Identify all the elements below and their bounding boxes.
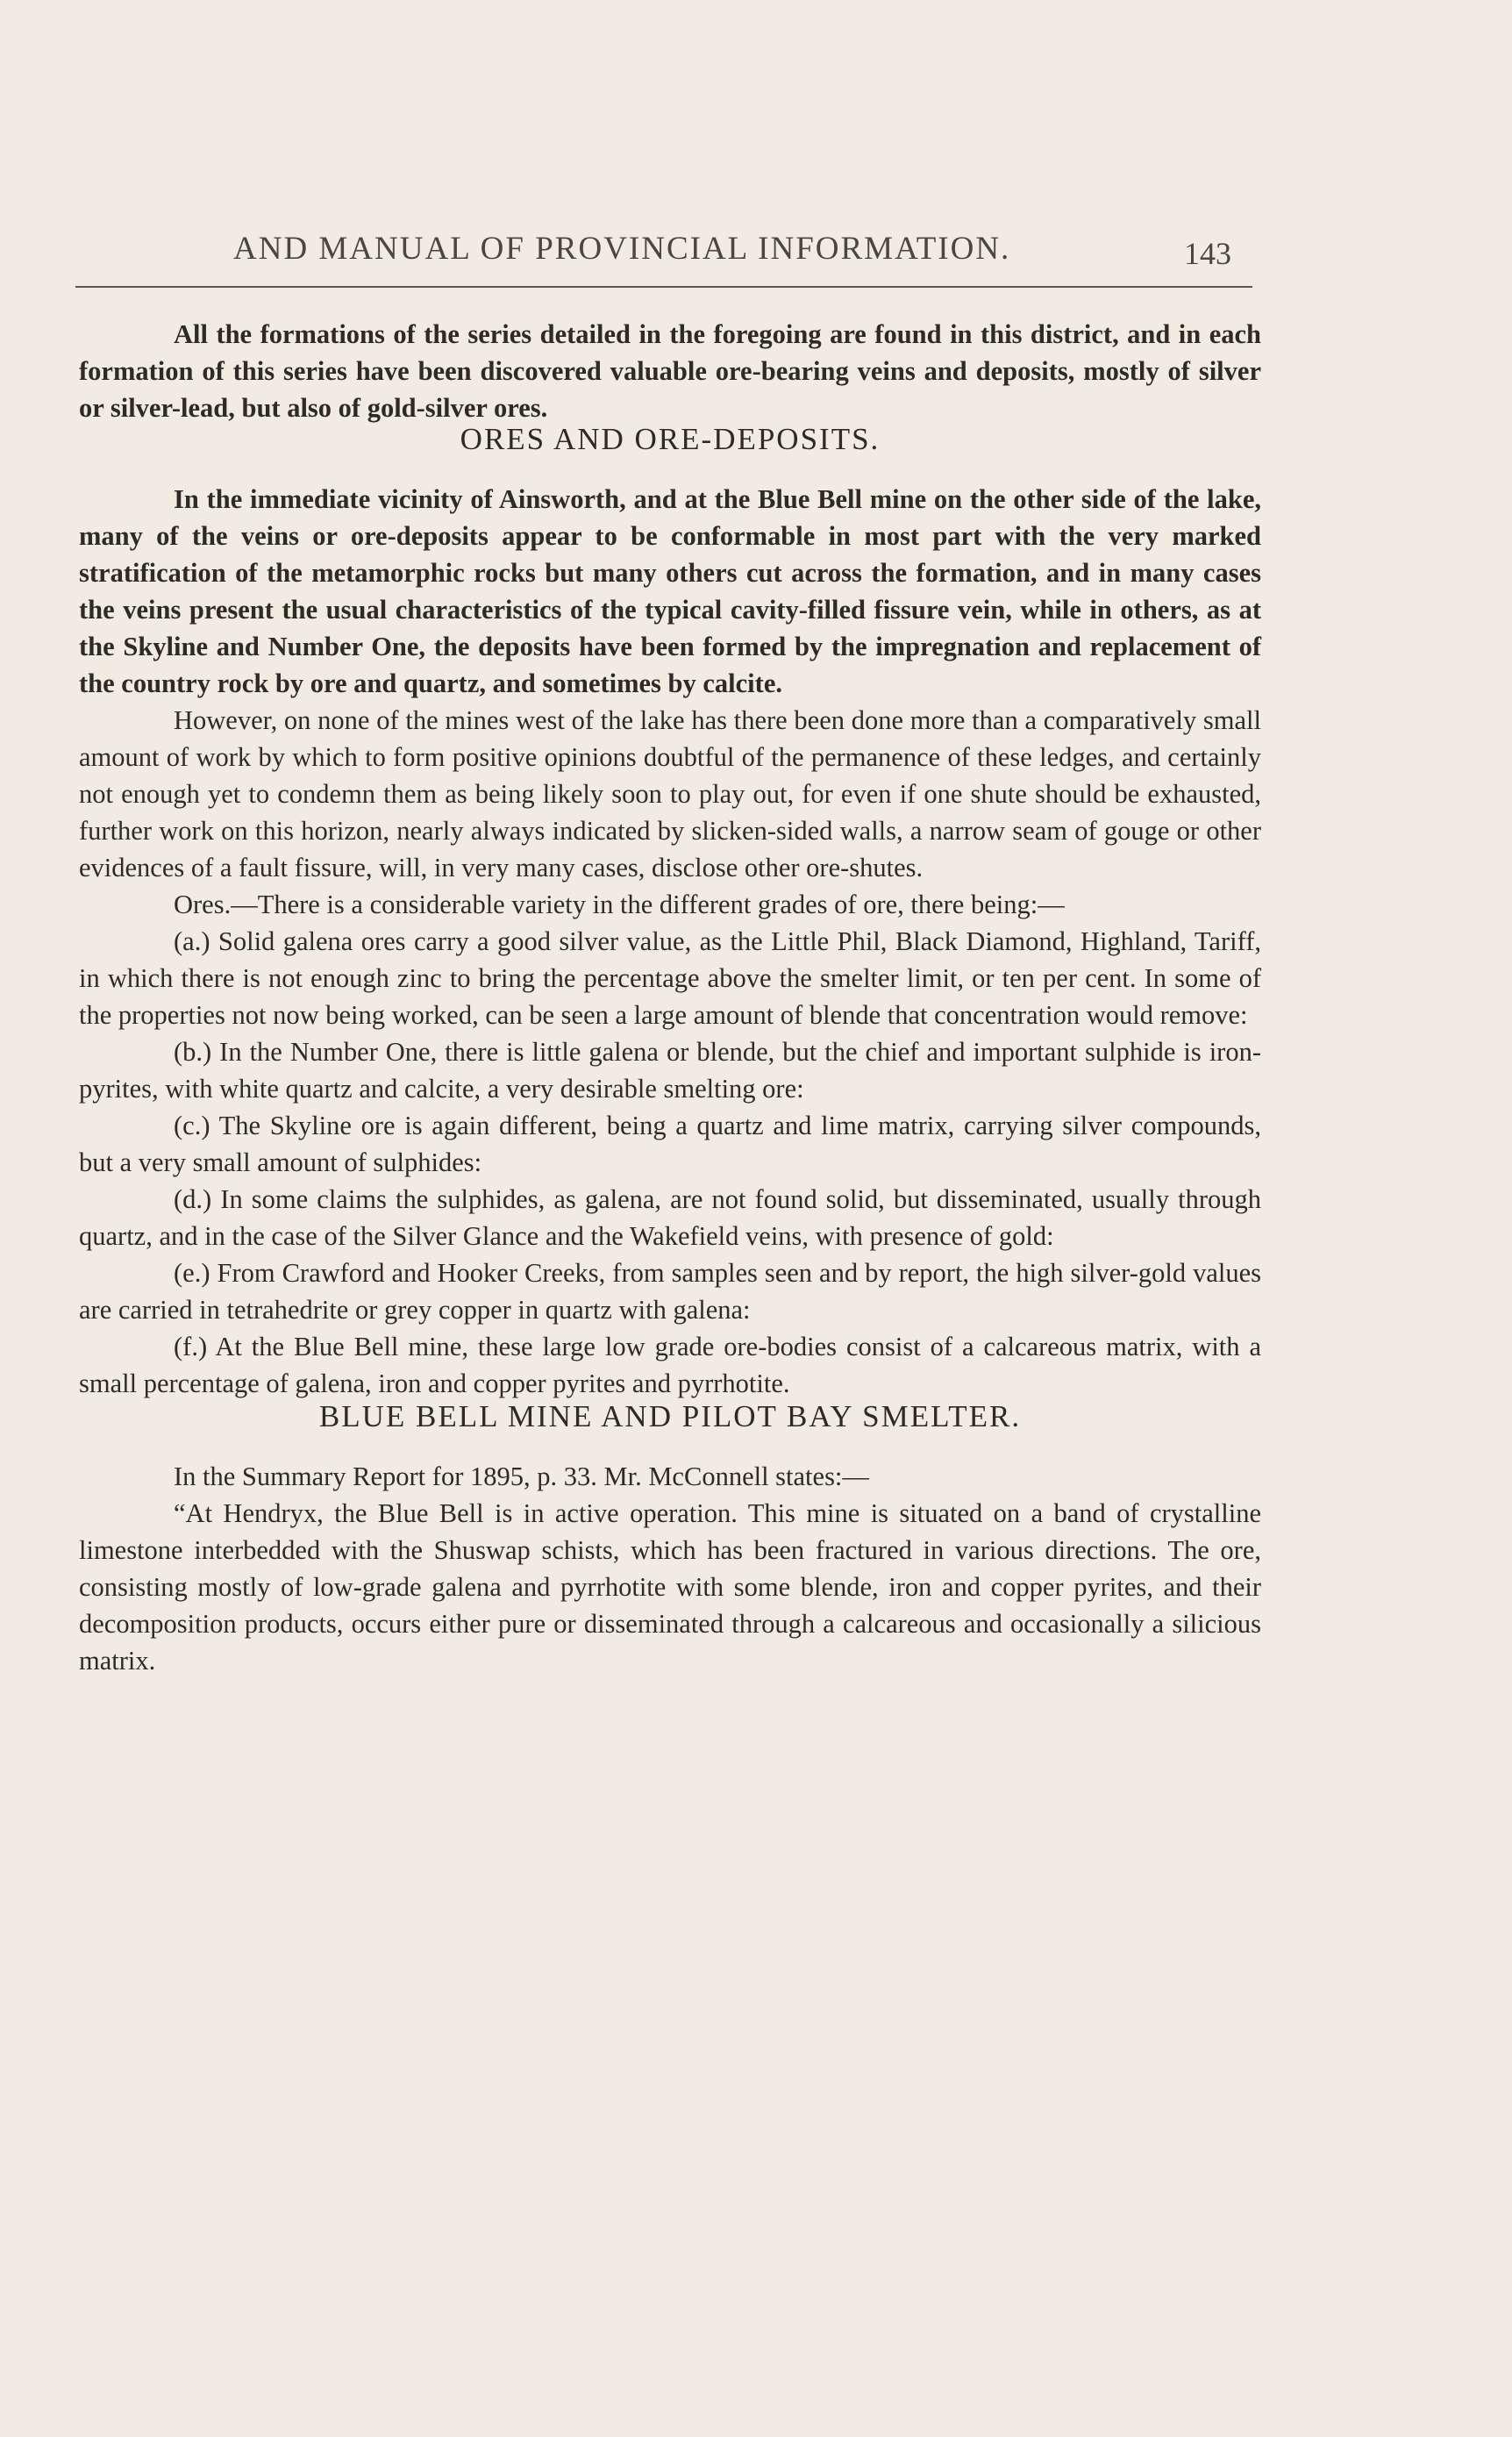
ore-item-d: (d.) In some claims the sulphides, as galena, are not found solid, but disseminated, usually through quartz, and in the case of the Silver Glance and the Wakefield veins, with presence of gold: — [79, 1184, 1261, 1251]
paragraph-ores: Ores.—There is a considerable variety in the different grades of ore, there being:— — [174, 890, 1065, 919]
ore-item-e: (e.) From Crawford and Hooker Creeks, from samples seen and by report, the high silver-gold values are carried in tetrahedrite or grey copper in quartz with galena: — [79, 1258, 1261, 1325]
section-heading-ores: ORES AND ORE-DEPOSITS. — [460, 422, 881, 456]
page-body — [79, 316, 1261, 1679]
header-rule — [75, 286, 1252, 288]
paragraph-summary-report: In the Summary Report for 1895, p. 33. Mr. McConnell states:— — [174, 1461, 869, 1491]
ore-item-f: (f.) At the Blue Bell mine, these large low grade ore-bodies consist of a calcareous matrix, with a small percentage of galena, iron and copper pyrites and pyrrhotite. — [79, 1332, 1261, 1398]
paragraph-hendryx-quote: “At Hendryx, the Blue Bell is in active operation. This mine is situated on a band of crystalline limestone interbedded with the Shuswap schists, which has been fractured in various directions. The ore, consisting mostly of low-grade galena and pyrrhotite with some blende, iron and copper pyrites, and their decomposition products, occurs either pure or disseminated through a calcareous and occasionally a silicious matrix. — [79, 1498, 1261, 1676]
paragraph-vicinity: In the immediate vicinity of Ainsworth, and at the Blue Bell mine on the other side of the lake, many of the veins or ore-deposits appear to be conformable in most part with the very marked stratification of the metamorphic rocks but many others cut across the formation, and in many cases the veins present the usual characteristics of the typical cavity-filled fissure vein, while in others, as at the Skyline and Number One, the deposits have been formed by the impregnation and replacement of the country rock by ore and quartz, and sometimes by calcite. — [79, 484, 1261, 698]
running-title: AND MANUAL OF PROVINCIAL INFORMATION. — [233, 231, 1011, 267]
ore-item-b: (b.) In the Number One, there is little galena or blende, but the chief and important sulphide is iron-pyrites, with white quartz and calcite, a very desirable smelting ore: — [79, 1037, 1261, 1104]
paragraph-however: However, on none of the mines west of the lake has there been done more than a comparatively small amount of work by which to form positive opinions doubtful of the permanence of these ledges, and certainly not enough yet to condemn them as being likely soon to play out, for even if one shute should be exhausted, further work on this horizon, nearly always indicated by slicken-sided walls, a narrow seam of gouge or other evidences of a fault fissure, will, in very many cases, disclose other ore-shutes. — [79, 705, 1261, 883]
intro-paragraph: All the formations of the series detailed in the foregoing are found in this district, and in each formation of this series have been discovered valuable ore-bearing veins and deposits, mostly of silver or silver-lead, but also of gold-silver ores. — [79, 319, 1261, 423]
ore-item-c: (c.) The Skyline ore is again different, being a quartz and lime matrix, carrying silver compounds, but a very small amount of sulphides: — [79, 1111, 1261, 1177]
ore-item-a: (a.) Solid galena ores carry a good silver value, as the Little Phil, Black Diamond, Highland, Tariff, in which there is not enough zinc to bring the percentage above the smelter limit, or ten per cent. In some of the properties not now being worked, can be seen a large amount of blende that concentration would remove: — [79, 926, 1261, 1030]
section-heading-blue-bell: BLUE BELL MINE AND PILOT BAY SMELTER. — [318, 1399, 1022, 1433]
page-number: 143 — [1184, 236, 1231, 271]
